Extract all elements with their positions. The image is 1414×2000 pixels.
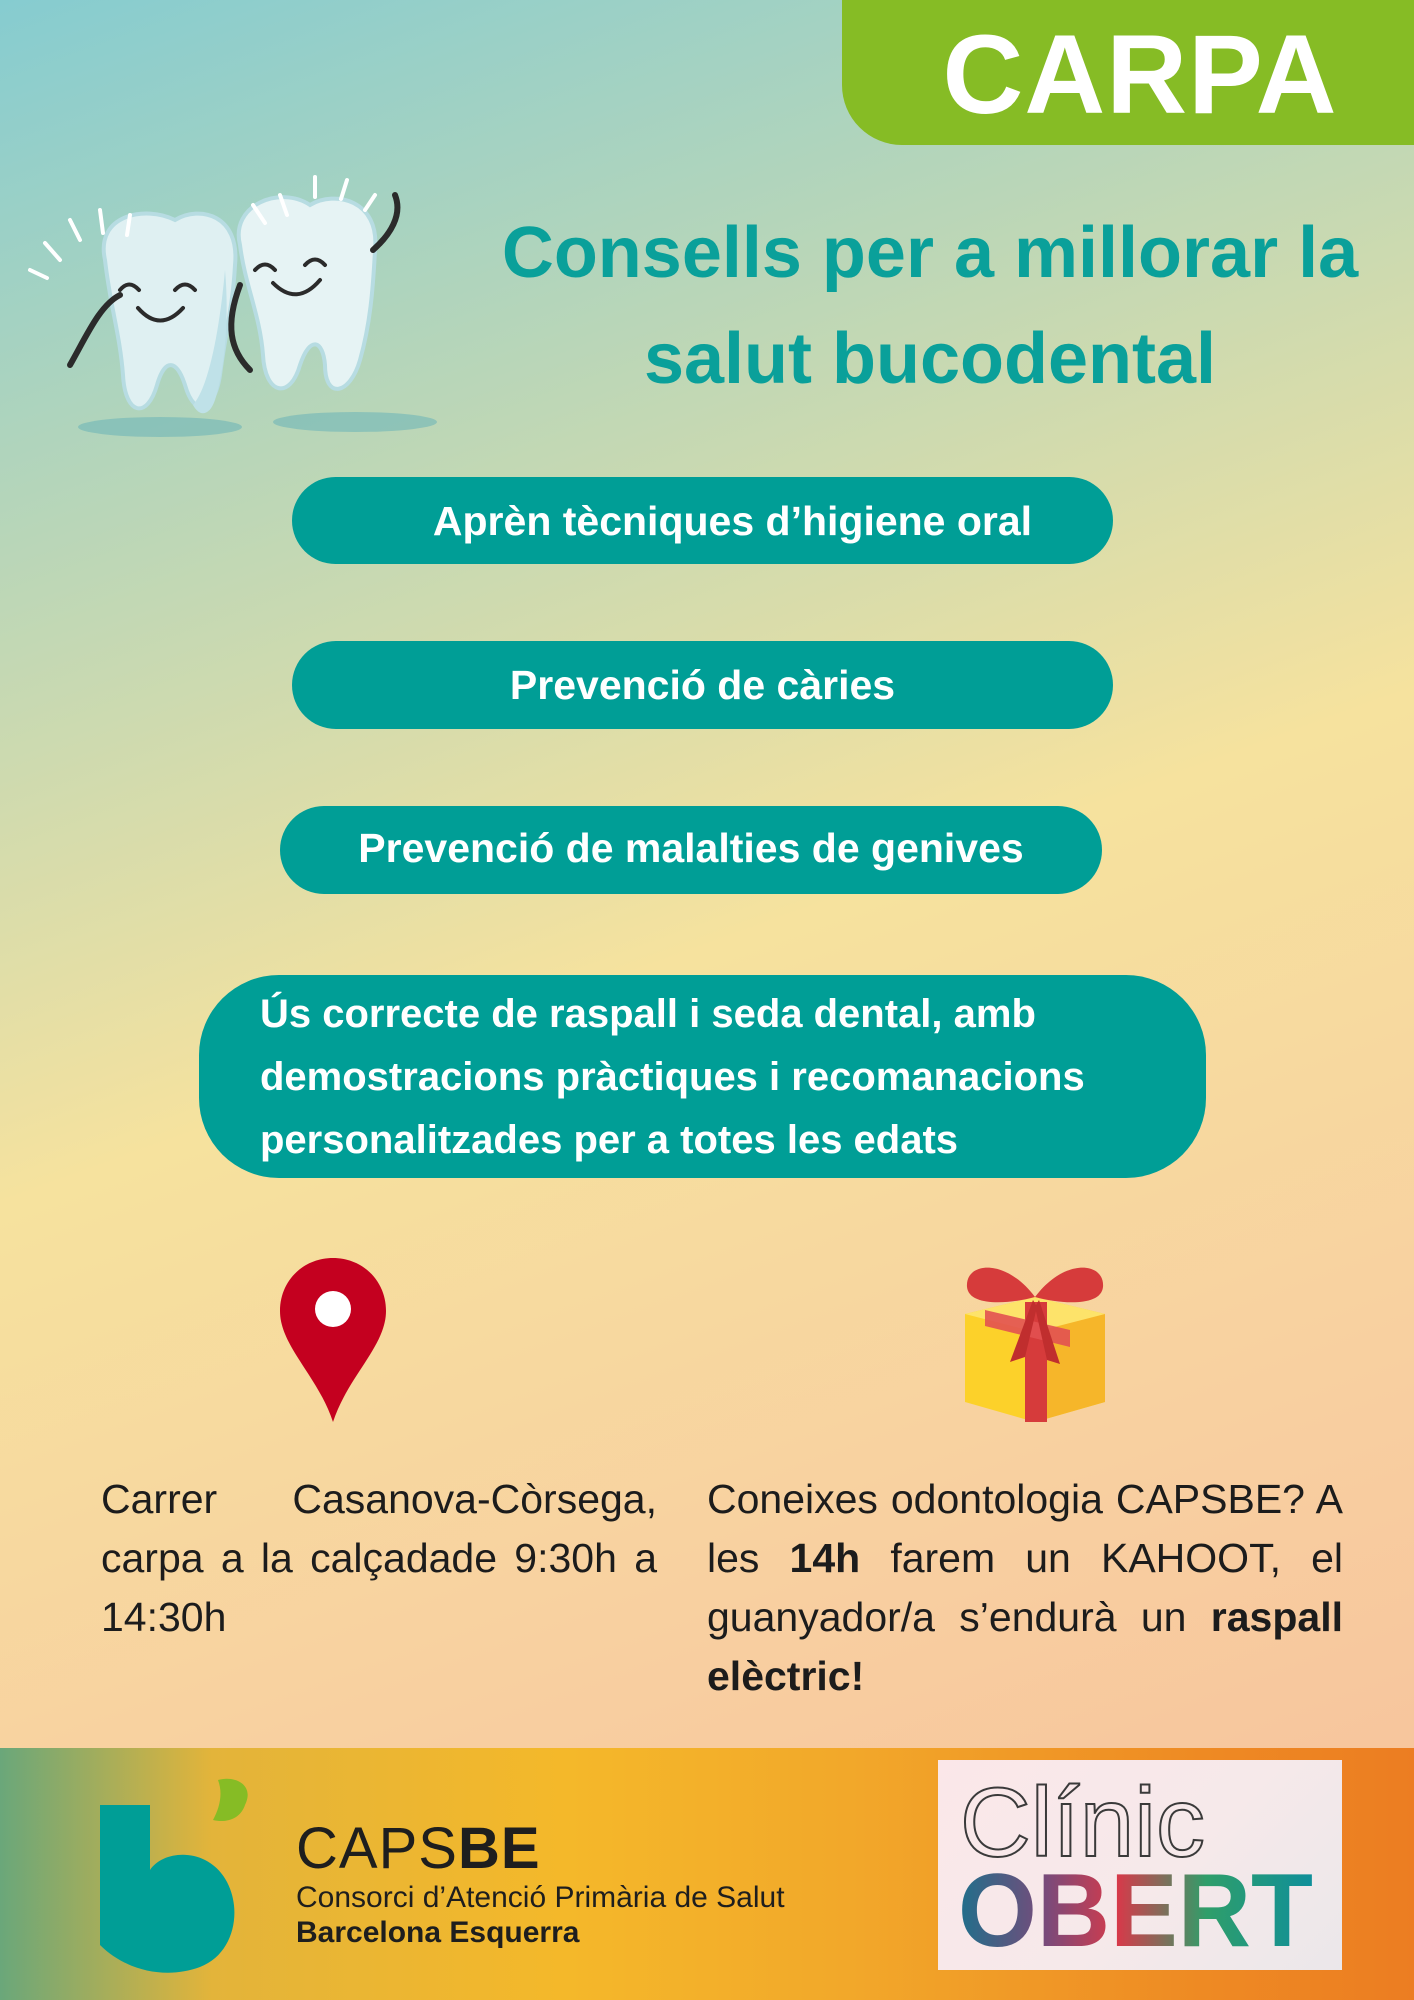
capsbe-org-line1: Consorci d’Atenció Primària de Salut xyxy=(296,1881,785,1914)
capsbe-org-line2: Barcelona Esquerra xyxy=(296,1916,580,1949)
obert-text: OBERT xyxy=(958,1858,1313,1958)
title-line-2: salut bucodental xyxy=(643,319,1217,399)
capsbe-name-bold: BE xyxy=(457,1816,541,1881)
prize-time: 14h xyxy=(789,1535,861,1581)
topic-caries-prevention xyxy=(292,641,1113,729)
topic-label: Aprèn tècniques d’higiene oral xyxy=(432,497,1033,544)
details-line-1: Ús correcte de raspall i seda dental, amb xyxy=(260,992,1036,1036)
gift-box-icon xyxy=(955,1242,1115,1424)
capsbe-logo-icon xyxy=(95,1775,265,1975)
details-line-3: personalitzades per a totes les edats xyxy=(260,1118,959,1162)
prize-reward: raspall elèctric! xyxy=(707,1594,1343,1699)
topic-gum-disease-prevention xyxy=(280,806,1102,894)
prize-info xyxy=(707,1470,1343,1706)
carpa-label: CARPA xyxy=(942,12,1338,137)
prize-text-1: Coneixes odontologia CAPSBE? A les xyxy=(707,1476,1343,1581)
obert-word xyxy=(958,1858,1320,1958)
page-title xyxy=(460,200,1400,412)
location-pin-icon xyxy=(278,1256,388,1424)
location-info: Carrer Casanova-Còrsega, carpa a la calçadade 9:30h a 14:30h xyxy=(101,1476,657,1640)
clinic-word: Clínic xyxy=(960,1767,1206,1877)
topic-oral-hygiene xyxy=(292,477,1113,564)
prize-text-2: farem un KAHOOT, el guanyador/a s’endurà un xyxy=(707,1535,1343,1640)
capsbe-name xyxy=(296,1818,541,1880)
details-line-2: demostracions pràctiques i recomanacions xyxy=(260,1055,1085,1099)
topic-label: Prevenció de càries xyxy=(509,662,896,708)
capsbe-name-light: CAPS xyxy=(296,1816,458,1881)
topic-brushing-demonstrations xyxy=(199,975,1206,1178)
title-line-1: Consells per a millorar la xyxy=(501,213,1359,293)
teeth-illustration-icon xyxy=(25,175,445,445)
topic-label: Prevenció de malalties de genives xyxy=(358,825,1024,871)
